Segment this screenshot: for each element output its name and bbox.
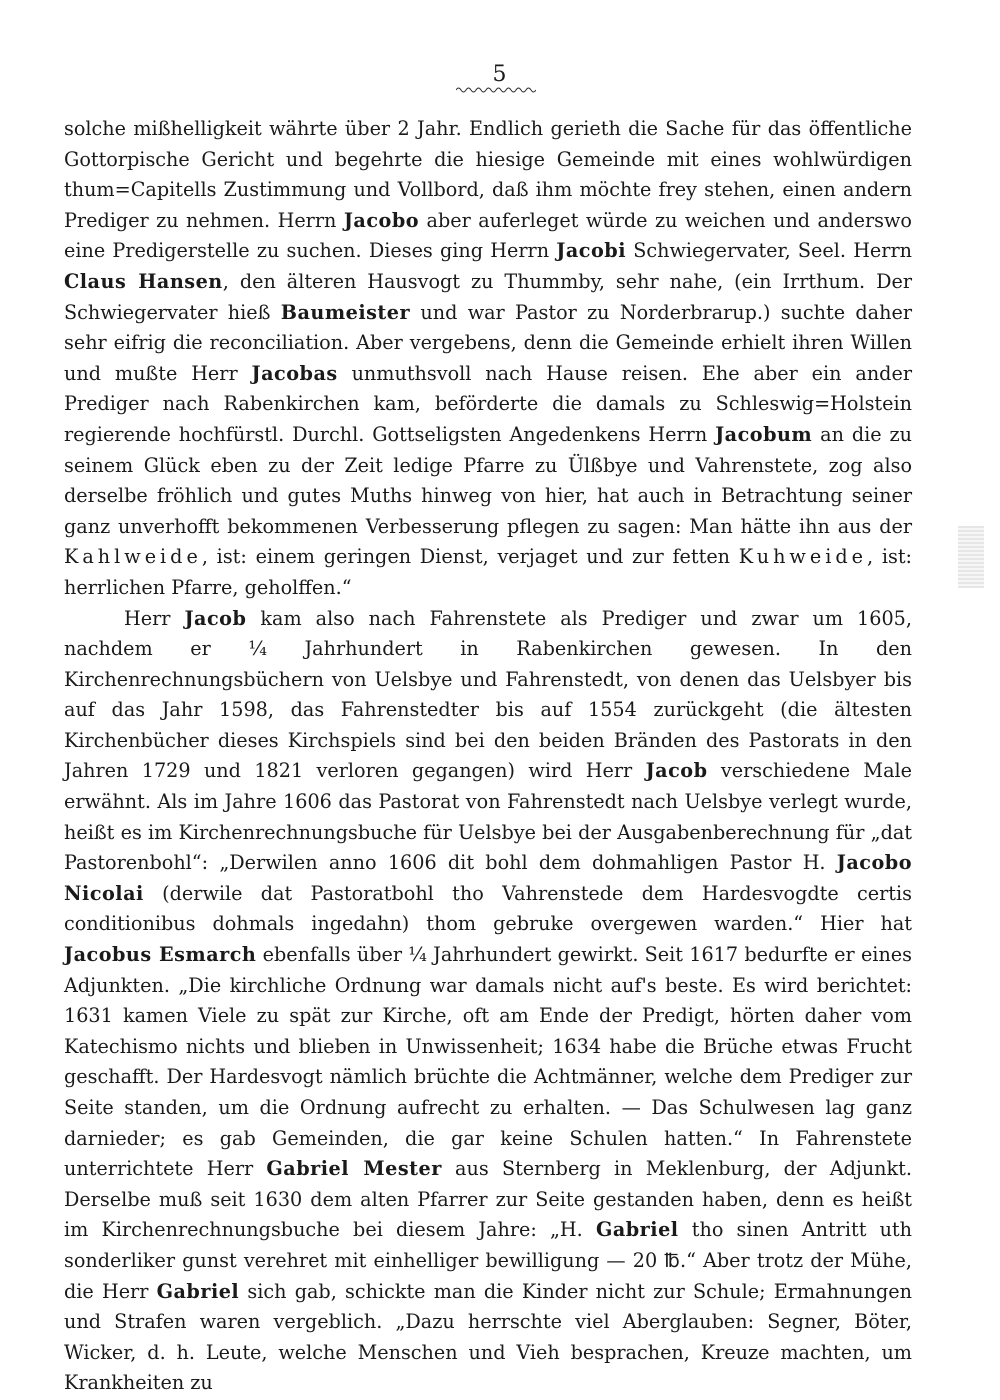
text-segment: , ist: herrlichen Pfarre, geholffen.“ [64, 545, 912, 599]
decorative-wavy-rule [456, 86, 536, 94]
person-name: Gabriel [595, 1218, 679, 1242]
text-segment: aber auferleget würde zu weichen und anderswo eine Predigerstelle zu suchen. Dieses ging Herrn [64, 208, 912, 263]
person-name: Jacobi [556, 239, 626, 263]
text-segment: aus Sternberg in Meklenburg, der Adjunkt. Derselbe muß seit 1630 dem alten Pfarrer zur Seite gestanden haben, denn es heißt im Kirchenrechnungsbuche bei diesem Jahre: „H. [64, 1157, 912, 1242]
person-name: Jacobas [251, 361, 338, 385]
spaced-term: Kahlweide [64, 545, 202, 569]
text-segment: und war Pastor zu Norderbrarup.) suchte daher sehr eifrig die reconciliation. Aber vergebens, denn die Gemeinde erhielt ihren Willen und mußte Herr [64, 300, 912, 385]
text-segment: verschiedene Male erwähnt. Als im Jahre 1606 das Pastorat von Fahrenstedt nach Uelsbye verlegt wurde, heißt es im Kirchenrechnungsbuche für Uelsbye bei der Ausgabenberechnung für „dat Pastorenbohl“: „Derwilen anno 1606 dit bohl dem dohmahligen Pastor H. [64, 759, 912, 875]
person-name: Jacobo [343, 208, 420, 232]
person-name: Baumeister [280, 300, 411, 324]
text-segment: unmuthsvoll nach Hause reisen. Ehe aber ein ander Prediger nach Rabenkirchen kam, beförderte die damals zu Schleswig=Holstein regierende hochfürstl. Durchl. Gottseligsten Angedenkens Herrn [64, 361, 912, 446]
text-segment: Schwiegervater, Seel. Herrn [625, 239, 912, 263]
text-segment: (derwile dat Pastoratbohl tho Vahrenstede dem Hardesvogdte certis conditionibus dohmals ingedahn) thom gebruke overgewen warden.“ Hier hat [64, 881, 912, 936]
person-name: Jacob [184, 606, 247, 630]
person-name: Jacobum [715, 422, 813, 446]
person-name: Gabriel Mester [266, 1157, 442, 1181]
person-name: Jacob [645, 759, 708, 783]
text-segment: , ist: einem geringen Dienst, verjaget und zur fetten [201, 545, 739, 569]
page-number: 5 [492, 62, 508, 87]
text-segment: tho sinen Antritt uth sonderliker gunst verehret mit einhelliger bewilligung — 20 ℔.“ Aber trotz der Mühe, die Herr [64, 1218, 913, 1303]
text-segment: kam also nach Fahrenstete als Prediger und zwar um 1605, nachdem er ¼ Jahrhundert in Rabenkirchen gewesen. In den Kirchenrechnungsbüchern von Uelsbye und Fahrenstedt, von denen das Uelsbyer bis auf das Jahr 1598, das Fahrenstedter bis auf 1554 zurückgeht (die ältesten Kirchenbücher dieses Kirchspiels sind bei den beiden Bränden des Pastorats in den Jahren 1729 und 1821 verloren gegangen) wird Herr [64, 606, 912, 783]
person-name: Claus Hansen [64, 269, 223, 293]
person-name: Gabriel [156, 1279, 240, 1303]
text-segment: an die zu seinem Glück eben zu der Zeit ledige Pfarre zu Ülßbye und Vahrenstete, zog also derselbe fröhlich und gutes Muths hinweg von hier, hat auch in Betrachtung seiner ganz unverhofft bekommenen Verbesserung pflegen zu sagen: Man hätte ihn aus der [64, 422, 912, 538]
spaced-term: Kuhweide [738, 545, 867, 569]
text-segment: solche mißhelligkeit währte über 2 Jahr. Endlich gerieth die Sache für das öffentliche Gottorpische Gericht und begehrte die hiesige Gemeinde mit eines wohlwürdigen thum=Capitells Zustimmung und Vollbord, daß ihm möchte frey stehen, einen andern Prediger zu nehmen. Herrn [64, 117, 912, 232]
text-segment: , den älteren Hausvogt zu Thummby, sehr nahe, (ein Irrthum. Der Schwiegervater hieß [64, 269, 912, 324]
text-segment: sich gab, schickte man die Kinder nicht zur Schule; Ermahnungen und Strafen waren vergeblich. „Dazu herrschte viel Aberglauben: Segner, Böter, Wicker, d. h. Leute, welche Menschen und Vieh besprachen, Kreuze machten, um Krankheiten zu [64, 1279, 912, 1395]
paragraph-2 [64, 604, 912, 1399]
paragraph-1 [64, 114, 912, 604]
person-name: Jacobo Nicolai [64, 851, 912, 905]
person-name: Jacobus Esmarch [64, 943, 257, 967]
text-segment: Herr [124, 606, 185, 630]
text-segment: ebenfalls über ¼ Jahrhundert gewirkt. Seit 1617 bedurfte er eines Adjunkten. „Die kirchliche Ordnung war damals nicht auf's beste. Es wird berichtet: 1631 kamen Viele zu spät zur Kirche, oft am Ende der Predigt, hörten daher vom Katechismo nichts und blieben in Unwissenheit; 1634 habe die Brüche etwas Frucht geschafft. Der Hardesvogt nämlich brüchte die Achtmänner, welche dem Prediger zur Seite standen, um die Ordnung aufrecht zu erhalten. — Das Schulwesen lag ganz darnieder; es gab Gemeinden, die gar keine Schulen hatten.“ In Fahrenstete unterrichtete Herr [64, 943, 912, 1181]
body-text [64, 114, 912, 1399]
scan-margin-mark [958, 526, 984, 588]
